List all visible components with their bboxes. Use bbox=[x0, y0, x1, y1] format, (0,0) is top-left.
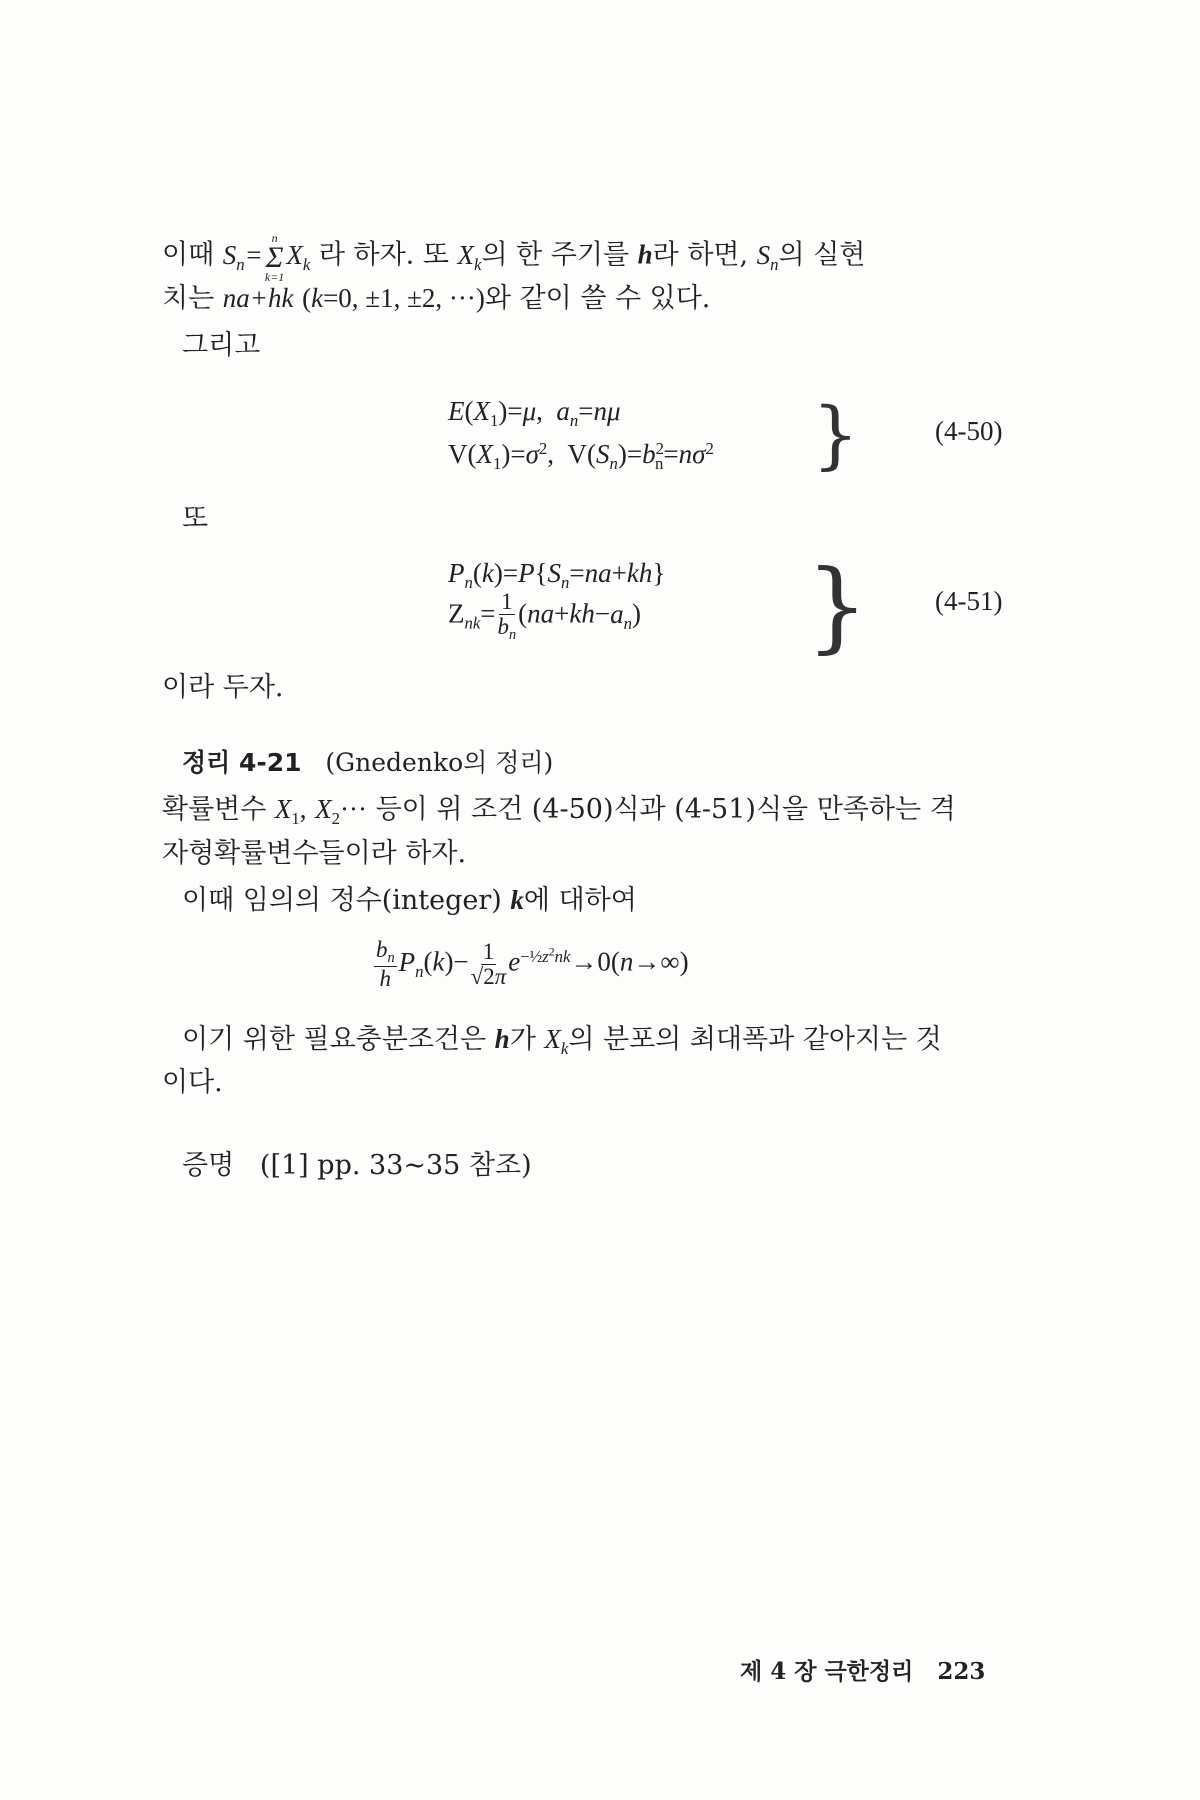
sum-definition: $S_n=$ n Σ k=1 $X_k$ bbox=[222, 231, 311, 284]
theorem-heading bbox=[182, 748, 553, 778]
equation-number-4-51: (4-51) bbox=[935, 586, 1003, 616]
proof-reference: ([1] pp. 33∼35 참조) bbox=[259, 1150, 532, 1181]
paragraph-line-1: 이때 $S_n=$ n Σ k=1 $X_k$ 라 하자. 또 $X_k$의 한 주기를 h라 하면, $S_n$의 실현 bbox=[162, 231, 866, 284]
limit-formula: $\frac{b_n}{h}$ $P_n(k)-$ $\frac{1}{√2\pi}$ $e^{-\frac{1}{2}z^2nk}\to 0(n\to\infty)$ bbox=[376, 937, 689, 991]
equation-4-51-line-2: $Z_{nk}=$ $\frac{1}{b_n}$ $(na+kh-a_n)$ bbox=[448, 589, 641, 644]
theorem-line-2: 자형확률변수들이라 하자. bbox=[162, 838, 467, 869]
equation-4-51-line-1: $P_n(k)=P\{S_n=na+kh\}$ bbox=[448, 558, 666, 592]
proof-line bbox=[182, 1150, 532, 1182]
theorem-line-3: 이때 임의의 정수(integer) k에 대하여 bbox=[182, 885, 637, 916]
condition-line-2: 이다. bbox=[162, 1067, 223, 1098]
theorem-label: 정리 4-21 bbox=[182, 748, 302, 777]
and-text: 그리고 bbox=[182, 330, 261, 361]
condition-line-1: 이기 위한 필요충분조건은 h가 $X_k$의 분포의 최대폭과 같아지는 것 bbox=[182, 1024, 942, 1058]
page-number: 223 bbox=[937, 1658, 986, 1685]
right-brace: } bbox=[806, 550, 869, 664]
definition-text: 이라 두자. bbox=[162, 672, 284, 703]
chapter-title: 제 4 장 극한정리 bbox=[740, 1658, 914, 1685]
theorem-source: (Gnedenko의 정리) bbox=[325, 748, 554, 777]
proof-label: 증명 bbox=[182, 1150, 235, 1181]
equation-4-50-line-2: $V(X_1)=\sigma^2$, $V(S_n)=b^2_n=n\sigma^2$ bbox=[448, 438, 714, 473]
sum-sign: n Σ k=1 bbox=[264, 231, 285, 284]
paragraph-line-2: 치는 na+hk (k=0, ±1, ±2, ···)와 같이 쓸 수 있다. bbox=[162, 283, 711, 314]
lattice-values: na+hk bbox=[222, 283, 294, 313]
right-brace: } bbox=[812, 392, 860, 478]
also-text: 또 bbox=[182, 503, 209, 534]
running-footer bbox=[740, 1658, 985, 1686]
equation-number-4-50: (4-50) bbox=[935, 416, 1003, 446]
fraction: $\frac{1}{b_n}$ bbox=[497, 589, 517, 644]
theorem-line-1: 확률변수 $X_1$, $X_2\cdot\cdot\cdot$ 등이 위 조건 (4-50)식과 (4-51)식을 만족하는 격 bbox=[162, 794, 956, 828]
equation-4-50-line-1: $E(X_1)=\mu$, $a_n=n\mu$ bbox=[448, 396, 621, 430]
